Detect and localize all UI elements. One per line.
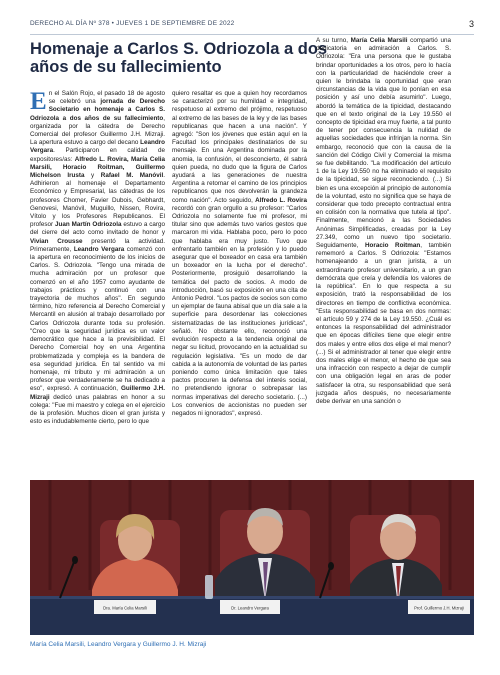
text-run: dedicó unas palabras en honor a su colega: "Fue mi maestro y colega en el ejercicio de la profesión. Muchos dicen el gran jurista y esto es indudablemente cierto, pero lo que: [30, 393, 165, 426]
placard-vergara: Dr. Leandro Vergara: [231, 605, 269, 611]
bold-text-run: Horacio Roitman: [364, 242, 421, 250]
text-run: Primeramente,: [30, 245, 74, 253]
bold-text-run: Rafael M. Manóvil: [100, 172, 164, 180]
publication-line: DERECHO AL DÍA Nº 378 • JUEVES 1 DE SEPTIEMBRE DE 2022: [30, 20, 235, 27]
bold-text-run: Guillermo J.H. Mizraji: [30, 385, 165, 401]
bold-text-run: Alfredo L. Rovira: [255, 196, 307, 204]
article-column-3: [316, 37, 451, 406]
text-run: quiero resaltar es que a quien hoy recordamos se caracterizó por su humildad e integridad, respetuoso al extremo del prójimo, respetuoso al extremo de las bases de la ley y de las bases republicanas que hacen a una nación". Y agregó: "Son los jóvenes que están aquí en la Facultad los principales destinatarios de su mensaje. En una Argentina dominada por la anomia, la confusión, el desconcierto, él sabrá quien pueda, no dudo que la figura de Carlos ayudará a las generaciones de nuestra Argentina a retomar el camino de los principios republicanos que nos devolverán la grandeza como nación".: [172, 90, 307, 204]
text-run: n: [48, 90, 55, 97]
placard-marsili: Dra. María Celia Marsili: [103, 605, 147, 611]
text-run: A continuación,: [71, 385, 122, 393]
column-text: [316, 37, 451, 406]
text-run: Seguidamente,: [316, 242, 365, 250]
text-run: el Salón Rojo, el pasado 18 de agosto se celebró una: [48, 90, 165, 106]
text-run: Acto seguido,: [212, 196, 256, 204]
page-number: 3: [468, 19, 474, 29]
article-column-1: [30, 90, 165, 426]
text-run: , organizada por la cátedra de Derecho Comercial del profesor Guillermo J.H. Mizraji. La apertura estuvo a cargo del decano: [30, 114, 165, 147]
bold-text-run: María Celia Marsili: [350, 37, 408, 44]
text-run: A su turno,: [316, 37, 351, 44]
column-text: [172, 90, 307, 418]
text-run: comenzó con la apertura en reconocimiento de los inicios de Carlos. S. Odriozola. "Tengo una mirada de mucha admiración por un profesor que comenzó en el año 1957 como ayudante de trabajos prácticos y continuó con una trayectoria de muchos años". En segundo término, hizo referencia al Derecho Comercial y Mercantil en alusión al trabajo desarrollado por Carlos Odriozola durante toda su profesión. "Creo que la seguridad jurídica es un valor democrático que hace a la previsibilidad. El Derecho Comercial hoy en una Argentina problematizada y compleja es la bandera de esa seguridad jurídica. En tal sentido va mi homenaje, mi tributo y mi admiración a un profesor que verdaderamente se ha dedicado a eso", expresó.: [30, 245, 166, 393]
text-run: . Participaron en calidad de expositores/as:: [30, 147, 165, 163]
photo-caption: María Celia Marsili, Leandro Vergara y Guillermo J. H. Mizraji: [30, 641, 207, 648]
event-photo: [30, 480, 474, 635]
drop-cap: E: [30, 88, 47, 115]
article-column-2: [172, 90, 307, 418]
bold-text-run: Leandro Vergara: [73, 245, 125, 253]
bold-text-run: jornada de Derecho Societario en homenaje a Carlos S. Odriozola a dos años de su fallecimiento: [30, 98, 165, 122]
text-run: . Adhirieron al homenaje el Departamento Económico y Empresarial, las cátedras de los profesores Chomer, Favier Dubois, Gebhardt, Genovesi, Manóvil, Muguillo, Nissen, Rovira, Vítolo y los Profesores Republicanos. El profesor: [30, 172, 165, 229]
text-run: estuvo a cargo del cierre del acto como invitado de honor y: [30, 221, 165, 237]
placard-mizraji: Prof. Guillermo J.H. Mizraji: [414, 605, 464, 611]
text-run: recordó con gran orgullo a su profesor: "Carlos Odriozola no solamente fue mi profesor, mi titular sino que además tuvo varios gestos que marcaron mi vida. Hablaba poco, pero lo poco que hablaba era muy justo. Tuvo que enfrentarlo también en la profesión y lo puedo asegurar que el boxeador en casa era también un boxeador en la lucha por el derecho". Posteriormente, prosiguió desarrollando la temática del pacto de socios. A modo de introducción, basó su exposición en una cita de Antonio Pedrol. "Los pactos de socios son como un ejemplar de fauna abisal que un día sale a la superficie para desordenar las colecciones sistematizadas de las instituciones jurídicas", señaló. No obstante ello, reconoció una evolución respecto a la tendencia original de negar su licitud, provocando en la actualidad su regulación legislativa. "Es un modo de dar cabida a la autonomía de voluntad de las partes poniendo como única limitación que tales pactos procuren la defensa del interés social, no pretendiendo ignorar o sobrepasar las normas imperativas del derecho societario. (...) Los convenios de accionistas no pueden ser negados ni ignorados", expresó.: [172, 204, 307, 417]
bold-text-run: Leandro Vergara: [30, 139, 165, 155]
bold-text-run: Vivian Crousse: [30, 237, 83, 245]
text-run: compartió una dedicatoria en admiración a Carlos. S. Odriozola: "Era una persona que le gustaba brindar oportunidades a los otros, pero lo hacía con la particularidad de haciéndole creer a quien le brindaba la oportunidad que eran circunstancias de la vida que lo ponían en esa posición y así uno debía asumirlo". Luego, abordó la temática de la tipicidad, destacando que en el texto original de la Ley 19.550 el concepto de tipicidad era muy fuerte, a tal punto de tener por consecuencia la nulidad de aquellas sociedades que infrinjan la norma. Sin embargo, reconoció que con la causa de la sanción del Código Civil y Comercial la misma se fue debilitando. "La modificación del artículo 1 de la Ley 19.550 no ha eliminado el requisito de la tipicidad, se sigue reconociendo. (...) Si bien es una excepción al principio de autonomía de la voluntad, esto no significa que se haya de considerar que todo precepto contractual entra en colisión con la normativa que tutela al tipo". Finalmente, mencionó a las Sociedades Anónimas Simplificadas, creadas por la Ley 27.349, como un nuevo tipo societario.: [316, 37, 452, 241]
event-photo-illustration: [30, 480, 474, 635]
article-title: Homenaje a Carlos S. Odriozola a dos años de su fallecimiento: [30, 40, 328, 76]
text-run: y: [84, 172, 101, 180]
bold-text-run: Alfredo L. Rovira, María Celia Marsili, Horacio Roitman, Guillermo Michelson Irusta: [30, 155, 165, 180]
text-run: , también rememoró a Carlos. S Odriozola: "Estamos homenajeando a un gran jurista, a un extraordinario profesor universitario, a un gran demócrata que creía y defendía los valores de la república". En lo que respecta a su exposición, trató la responsabilidad de los directores en tiempo de conflictiva económica. "Esta responsabilidad se basa en dos normas: el artículo 59 y 274 de la Ley 19.550. ¿Cuál es entonces la responsabilidad del administrador que en épocas difíciles tiene que elegir entre dos males y entre ellos dos elige el mal menor? (...) Si el administrador al tener que elegir entre dos males elige el menor, el hecho de que sea una infracción con respecto a dejar de cumplir con una obligación legal en aras de poder satisfacer la otra, su responsabilidad que será juzgada años después, no necesariamente debe derivar en una sanción o: [316, 242, 451, 405]
bold-text-run: Juan Martín Odriozola: [55, 221, 122, 229]
page-header: [30, 20, 474, 35]
column-text: [30, 90, 165, 426]
text-run: presentó la actividad.: [82, 237, 165, 245]
